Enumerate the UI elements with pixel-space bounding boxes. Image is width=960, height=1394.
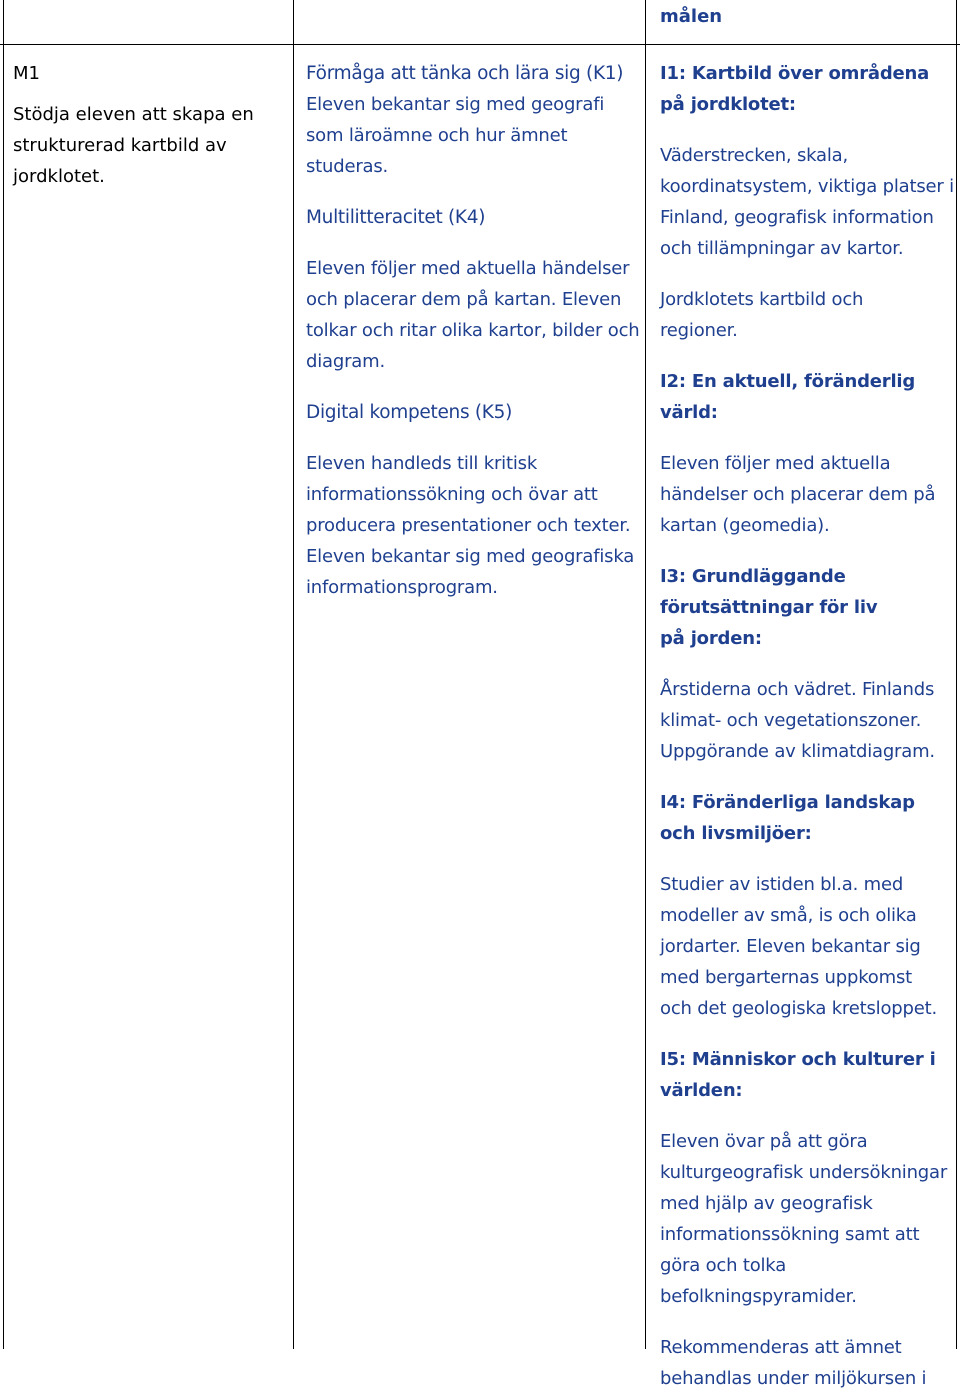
table-border-right [956,0,957,1349]
k1-heading: Förmåga att tänka och lära sig (K1) [306,63,624,84]
k5-text: Eleven handleds till kritisk informationssökning och övar att producera presentationer och texter. Eleven bekantar sig med geografiska informationsprogram. [306,453,635,598]
i3-heading: I3: Grundläggande förutsättningar för liv på jorden: [660,566,878,649]
header-cell-malen: målen [660,6,723,27]
i2-text: Eleven följer med aktuella händelser och placerar dem på kartan (geomedia). [660,453,936,536]
k5-heading: Digital kompetens (K5) [306,402,513,423]
competence-cell [306,58,646,603]
goal-description: Stödja eleven att skapa en strukturerad kartbild av jordklotet. [13,104,254,187]
i2-heading: I2: En aktuell, föränderlig värld: [660,371,916,423]
column-divider-1 [293,0,294,1349]
i1-text-regions: Jordklotets kartbild och regioner. [660,289,864,341]
table-border-left [3,0,4,1349]
i3-text: Årstiderna och vädret. Finlands klimat- och vegetationszoner. Uppgörande av klimatdiagram. [660,679,935,762]
row-divider [0,44,960,45]
i5-text: Eleven övar på att göra kulturgeografisk undersökningar med hjälp av geografisk informationssökning samt att göra och tolka befolkningspyramider. [660,1131,948,1307]
i4-text: Studier av istiden bl.a. med modeller av små, is och olika jordarter. Eleven bekantar sig med bergarternas uppkomst och det geologiska kretsloppet. [660,874,937,1019]
recommendation-note: Rekommenderas att ämnet behandlas under miljökursen i [660,1337,927,1389]
i5-heading: I5: Människor och kulturer i världen: [660,1049,936,1101]
i4-heading: I4: Föränderliga landskap och livsmiljöer: [660,792,915,844]
goal-code: M1 [13,63,40,84]
k4-heading: Multilitteracitet (K4) [306,207,486,228]
goal-cell [13,58,273,192]
content-cell [660,58,956,1394]
i1-text: Väderstrecken, skala, koordinatsystem, viktiga platser i Finland, geografisk information och tillämpningar av kartor. [660,145,954,259]
k4-text: Eleven följer med aktuella händelser och placerar dem på kartan. Eleven tolkar och ritar olika kartor, bilder och diagram. [306,258,640,372]
k1-text: Eleven bekantar sig med geografi som läroämne och hur ämnet studeras. [306,94,605,177]
i1-heading: I1: Kartbild över områdena på jordklotet: [660,63,930,115]
